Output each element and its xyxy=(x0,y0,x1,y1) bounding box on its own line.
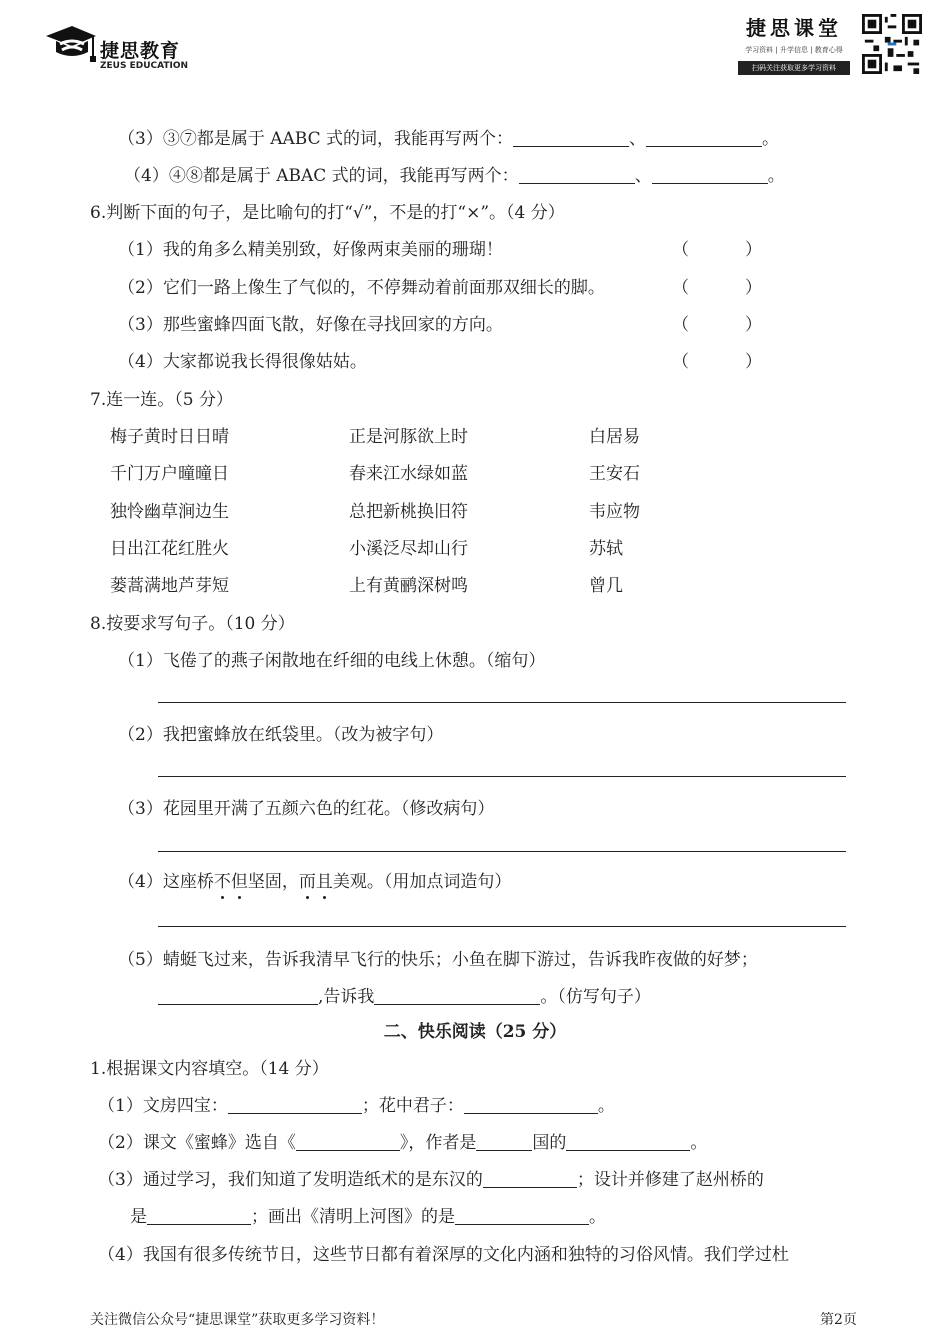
r1-item-2: （2）课文《蜜蜂》选自《 》，作者是 国的 。 xyxy=(98,1133,708,1153)
judgment-paren[interactable]: （ ） xyxy=(672,278,762,298)
match-item[interactable]: 春来江水绿如蓝 xyxy=(349,464,468,484)
answer-blank[interactable] xyxy=(228,1096,362,1114)
match-item[interactable]: 白居易 xyxy=(589,427,640,447)
q8-item-1: （1）飞倦了的燕子闲散地在纤细的电线上休憩。（缩句） xyxy=(118,651,546,671)
match-item[interactable]: 上有黄鹂深树鸣 xyxy=(349,576,468,596)
match-item[interactable]: 韦应物 xyxy=(589,502,640,522)
q5-item-4: （4）④⑧都是属于 ABAC 式的词，我能再写两个： 、 。 xyxy=(124,166,785,186)
answer-line[interactable] xyxy=(158,926,846,927)
match-item[interactable]: 日出江花红胜火 xyxy=(110,539,229,559)
answer-blank[interactable] xyxy=(483,1170,577,1188)
q8-item-5-imitation: ,告诉我 。（仿写句子） xyxy=(158,982,651,1007)
section-title: 二、快乐阅读（25 分） xyxy=(383,1022,567,1042)
answer-blank[interactable] xyxy=(147,1207,251,1225)
q8-item-3: （3）花园里开满了五颜六色的红花。（修改病句） xyxy=(118,799,495,819)
answer-blank[interactable] xyxy=(158,987,318,1005)
header-right-banner xyxy=(738,12,850,76)
match-item[interactable]: 独怜幽草涧边生 xyxy=(110,502,229,522)
match-item[interactable]: 蒌蒿满地芦芽短 xyxy=(110,576,229,596)
q6-title: 6.判断下面的句子，是比喻句的打“√”，不是的打“×”。（4 分） xyxy=(90,203,565,223)
r1-item-4: （4）我国有很多传统节日，这些节日都有着深厚的文化内涵和独特的习俗风情。我们学过杜 xyxy=(98,1245,789,1265)
answer-line[interactable] xyxy=(158,851,846,852)
header-right-band: 扫码关注获取更多学习资料 xyxy=(738,61,850,75)
match-item[interactable]: 小溪泛尽却山行 xyxy=(349,539,468,559)
answer-line[interactable] xyxy=(158,776,846,777)
r1-title: 1.根据课文内容填空。（14 分） xyxy=(90,1059,329,1079)
q8-item-5: （5）蜻蜓飞过来，告诉我清早飞行的快乐；小鱼在脚下游过，告诉我昨夜做的好梦； xyxy=(118,950,758,970)
answer-blank[interactable] xyxy=(464,1096,598,1114)
graduation-cap-icon xyxy=(44,22,98,72)
match-item[interactable]: 王安石 xyxy=(589,464,640,484)
page-number: 第2页 xyxy=(820,1312,857,1328)
judgment-paren[interactable]: （ ） xyxy=(672,240,762,260)
answer-blank[interactable] xyxy=(652,166,768,184)
r1-item-1: （1）文房四宝： ；花中君子： 。 xyxy=(98,1096,615,1116)
r1-item-3-cont: 是 ；画出《清明上河图》的是 。 xyxy=(130,1207,606,1227)
match-item[interactable]: 正是河豚欲上时 xyxy=(349,427,468,447)
q5-item-3: （3）③⑦都是属于 AABC 式的词，我能再写两个： 、 。 xyxy=(118,129,779,149)
footer-note: 关注微信公众号“捷思课堂”获取更多学习资料！ xyxy=(90,1312,385,1328)
q7-title: 7.连一连。（5 分） xyxy=(90,390,233,410)
brand-name: 捷思教育 xyxy=(100,40,181,62)
answer-blank[interactable] xyxy=(476,1133,532,1151)
r1-item-3: （3）通过学习，我们知道了发明造纸术的是东汉的 ；设计并修建了赵州桥的 xyxy=(98,1170,764,1190)
match-item[interactable]: 梅子黄时日日晴 xyxy=(110,427,229,447)
brand-subtitle: ZEUS EDUCATION xyxy=(100,61,189,71)
match-item[interactable]: 千门万户曈曈日 xyxy=(110,464,229,484)
answer-blank[interactable] xyxy=(646,129,762,147)
match-item[interactable]: 曾几 xyxy=(589,576,623,596)
answer-blank[interactable] xyxy=(455,1207,589,1225)
answer-blank[interactable] xyxy=(566,1133,690,1151)
header-right-title: 捷思课堂 xyxy=(746,16,842,40)
q6-item: （2）它们一路上像生了气似的，不停舞动着前面那双细长的脚。 xyxy=(118,278,605,298)
q8-item-2: （2）我把蜜蜂放在纸袋里。（改为被字句） xyxy=(118,725,444,745)
judgment-paren[interactable]: （ ） xyxy=(672,315,762,335)
q6-item: （4）大家都说我长得很像姑姑。 xyxy=(118,352,367,372)
brand-logo xyxy=(44,20,194,76)
answer-blank[interactable] xyxy=(513,129,629,147)
answer-blank[interactable] xyxy=(296,1133,400,1151)
match-item[interactable]: 总把新桃换旧符 xyxy=(349,502,468,522)
q6-item: （1）我的角多么精美别致，好像两束美丽的珊瑚！ xyxy=(118,240,503,260)
header-right-tags: 学习资料 | 升学信息 | 教育心得 xyxy=(745,46,843,54)
q8-title: 8.按要求写句子。（10 分） xyxy=(90,614,295,634)
match-item[interactable]: 苏轼 xyxy=(589,539,623,559)
judgment-paren[interactable]: （ ） xyxy=(672,352,762,372)
answer-blank[interactable] xyxy=(374,987,540,1005)
qr-code-icon[interactable] xyxy=(862,14,922,74)
answer-blank[interactable] xyxy=(519,166,635,184)
answer-line[interactable] xyxy=(158,702,846,703)
q8-item-4: （4）这座桥不但坚固，而且美观。（用加点词造句） xyxy=(118,872,512,892)
q6-item: （3）那些蜜蜂四面飞散，好像在寻找回家的方向。 xyxy=(118,315,503,335)
